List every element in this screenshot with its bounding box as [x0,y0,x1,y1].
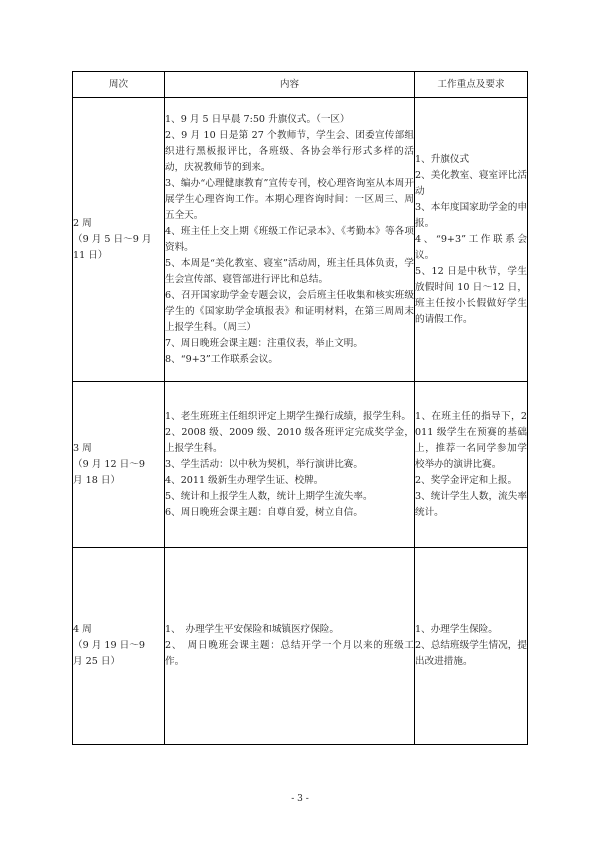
focus-item: 1、升旗仪式 [415,153,470,165]
content-item: 6、召开国家助学金专题会议，会后班主任收集和核实班级学生的《国家助学金填报表》和证明材料，在第三周周末上报学生科。（周三） [165,289,414,333]
content-item: 3、学生活动：以中秋为契机，举行演讲比赛。 [165,458,363,470]
content-item: 3、编办“心理健康教育”宣传专刊，校心理咨询室从本周开展学生心理咨询工作。本期心理咨询时间：一区周三、周五全天。 [165,177,414,221]
focus-item: 3、统计学生人数，流失率统计。 [415,490,527,518]
content-cell [165,548,415,745]
content-item: 5、本周是“美化教室、寝室”活动周，班主任具体负责，学生会宣传部、寝管部进行评比和总结。 [165,257,414,285]
week-cell [73,548,165,745]
focus-item: 2、总结班级学生情况，提出改进措施。 [415,640,527,667]
week-label: 2 周 [73,217,92,229]
focus-item: 4、“9+3”工作联系会议。 [415,233,527,261]
header-focus: 工作重点及要求 [415,72,528,98]
focus-item: 2、美化教室、寝室评比活动 [415,169,527,197]
content-cell [165,98,415,382]
content-item: 2、9 月 10 日是第 27 个教师节，学生会、团委宣传部组织进行黑板报评比，各班级、各协会举行形式多样的活动，庆祝教师节的到来。 [165,129,414,173]
week-label: 3 周 [73,442,92,454]
focus-cell [415,382,528,548]
content-item: 4、班主任上交上期《班级工作记录本》、《考勤本》等各项资料。 [165,225,414,253]
header-content: 内容 [165,72,415,98]
schedule-table [72,71,528,745]
content-item: 6、周日晚班会课主题：自尊自爱，树立自信。 [165,506,363,518]
content-item: 1、老生班班主任组织评定上期学生操行成绩，报学生科。 [165,410,411,422]
week-cell [73,382,165,548]
header-week: 周次 [73,72,165,98]
content-item: 8、“9+3”工作联系会议。 [165,353,278,365]
table-row [73,548,528,745]
week-range: 月 25 日） [73,656,121,667]
table-row [73,382,528,548]
week-cell [73,98,165,382]
week-range: 月 18 日） [73,474,121,486]
content-item: 1、9 月 5 日早晨 7:50 升旗仪式。（一区） [165,113,350,125]
focus-item: 3、本年度国家助学金的申报。 [415,201,527,229]
week-range: （9 月 12 日～9 [73,458,145,470]
table-row [73,98,528,382]
focus-cell [415,548,528,745]
content-cell [165,382,415,548]
focus-item: 1、办理学生保险。 [415,624,498,635]
content-item: 2、 周日晚班会课主题：总结开学一个月以来的班级工作。 [165,640,414,667]
page-number: - 3 - [291,794,309,804]
focus-cell [415,98,528,382]
content-item: 5、统计和上报学生人数，统计上期学生流失率。 [165,490,373,502]
week-label: 4 周 [73,624,92,635]
content-item: 2、2008 级、2009 级、2010 级各班评定完成奖学金，上报学生科。 [165,426,414,454]
content-item: 4、2011 级新生办理学生证、校牌。 [165,474,324,486]
focus-item: 2、奖学金评定和上报。 [415,474,518,486]
focus-item: 5、12 日是中秋节，学生放假时间 10 日～12 日，班主任按小长假做好学生的请假工作。 [415,265,527,325]
focus-item: 1、在班主任的指导下，2011 级学生在预赛的基础上，推荐一名同学参加学校举办的演讲比赛。 [415,410,527,470]
week-range: 11 日） [73,249,108,261]
header-row [73,72,528,98]
content-item: 1、 办理学生平安保险和城镇医疗保险。 [165,624,339,635]
week-range: （9 月 19 日～9 [73,640,145,651]
content-item: 7、周日晚班会课主题：注重仪表，举止文明。 [165,337,363,349]
week-range: （9 月 5 日～9 月 [73,233,152,245]
